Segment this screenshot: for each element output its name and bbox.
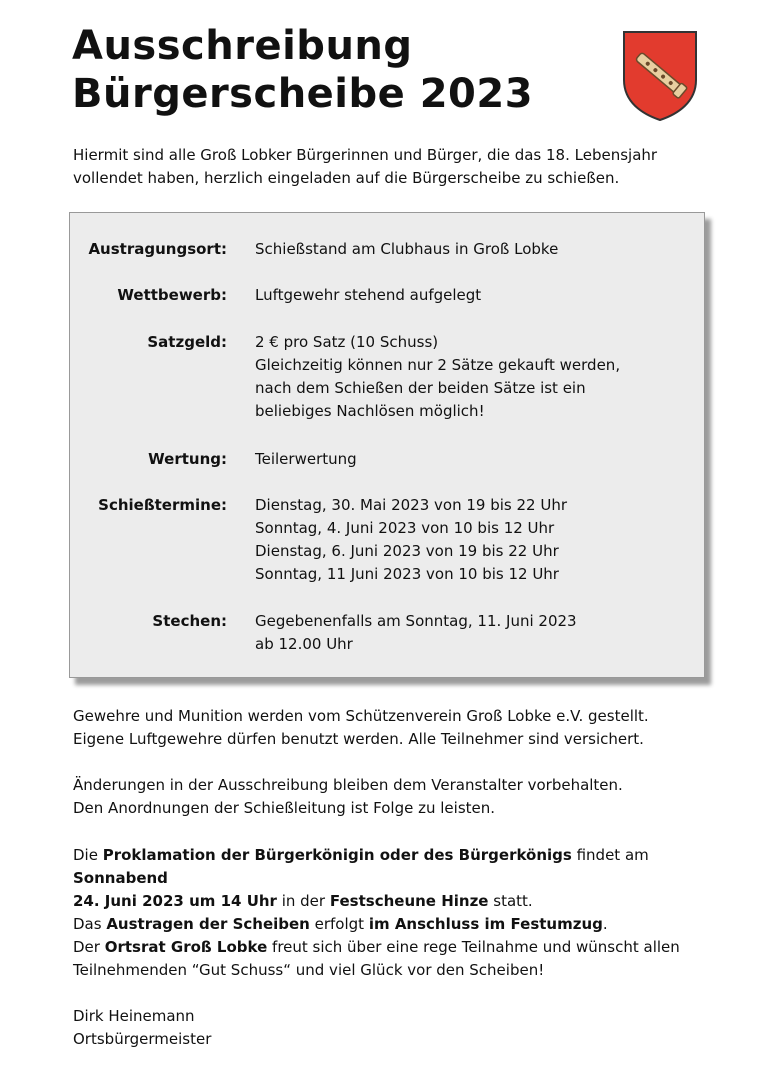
equipment-paragraph xyxy=(73,705,703,751)
detail-line: Sonntag, 11 Juni 2023 von 10 bis 12 Uhr xyxy=(255,565,559,583)
detail-label: Wettbewerb: xyxy=(117,286,227,304)
text: findet am xyxy=(571,846,649,864)
detail-label: Stechen: xyxy=(152,612,227,630)
changes-line-2: Den Anordnungen der Schießleitung ist Folge zu leisten. xyxy=(73,799,496,817)
detail-line: Gleichzeitig können nur 2 Sätze gekauft werden, xyxy=(255,356,621,374)
intro-line-1: Hiermit sind alle Groß Lobker Bürgerinnen und Bürger, die das 18. Lebensjahr xyxy=(73,146,658,164)
text: Der xyxy=(73,938,105,956)
intro-paragraph xyxy=(73,144,703,190)
detail-line: Teilerwertung xyxy=(255,450,357,468)
page-title xyxy=(72,22,533,118)
detail-line: Sonntag, 4. Juni 2023 von 10 bis 12 Uhr xyxy=(255,519,555,537)
detail-label: Wertung: xyxy=(148,450,227,468)
text: Die xyxy=(73,846,103,864)
closing-paragraph xyxy=(73,936,703,982)
detail-value xyxy=(255,610,577,656)
text: in der xyxy=(276,892,330,910)
detail-line: Luftgewehr stehend aufgelegt xyxy=(255,286,482,304)
detail-value xyxy=(255,284,481,307)
emphasis: 24. Juni 2023 um 14 Uhr xyxy=(73,892,277,910)
detail-line: 2 € pro Satz (10 Schuss) xyxy=(255,333,439,351)
emphasis: Festscheune Hinze xyxy=(329,892,489,910)
changes-paragraph xyxy=(73,774,703,820)
proclamation-paragraph xyxy=(73,844,703,936)
detail-line: ab 12.00 Uhr xyxy=(255,635,353,653)
title-line-2: Bürgerscheibe 2023 xyxy=(72,71,534,117)
text: statt. xyxy=(488,892,533,910)
text: freut sich über eine rege Teilnahme und wünscht allen xyxy=(267,938,680,956)
detail-value xyxy=(255,494,567,586)
changes-line-1: Änderungen in der Ausschreibung bleiben dem Veranstalter vorbehalten. xyxy=(73,776,623,794)
title-line-1: Ausschreibung xyxy=(72,23,413,69)
detail-line: Dienstag, 30. Mai 2023 von 19 bis 22 Uhr xyxy=(255,496,567,514)
equipment-line-2: Eigene Luftgewehre dürfen benutzt werden. Alle Teilnehmer sind versichert. xyxy=(73,730,644,748)
emphasis: Austragen der Scheiben xyxy=(106,915,310,933)
equipment-line-1: Gewehre und Munition werden vom Schützenverein Groß Lobke e.V. gestellt. xyxy=(73,707,649,725)
detail-value xyxy=(255,331,620,423)
details-box xyxy=(69,212,705,678)
detail-label: Schießtermine: xyxy=(98,496,227,514)
detail-label: Satzgeld: xyxy=(147,333,227,351)
detail-value xyxy=(255,238,558,261)
signature-role: Ortsbürgermeister xyxy=(73,1030,212,1048)
emphasis: im Anschluss im Festumzug xyxy=(368,915,603,933)
text: erfolgt xyxy=(309,915,369,933)
intro-line-2: vollendet haben, herzlich eingeladen auf die Bürgerscheibe zu schießen. xyxy=(73,169,620,187)
detail-value xyxy=(255,448,357,471)
emphasis: Sonnabend xyxy=(73,869,168,887)
text: . xyxy=(602,915,608,933)
detail-label: Austragungsort: xyxy=(88,240,227,258)
coat-of-arms-icon xyxy=(620,28,700,122)
text: Teilnehmenden “Gut Schuss“ und viel Glück vor den Scheiben! xyxy=(73,961,545,979)
text: Das xyxy=(73,915,107,933)
detail-line: Dienstag, 6. Juni 2023 von 19 bis 22 Uhr xyxy=(255,542,559,560)
detail-line: Gegebenenfalls am Sonntag, 11. Juni 2023 xyxy=(255,612,577,630)
emphasis: Proklamation der Bürgerkönigin oder des Bürgerkönigs xyxy=(102,846,572,864)
signature-name: Dirk Heinemann xyxy=(73,1007,195,1025)
detail-line: nach dem Schießen der beiden Sätze ist ein xyxy=(255,379,586,397)
detail-line: Schießstand am Clubhaus in Groß Lobke xyxy=(255,240,559,258)
emphasis: Ortsrat Groß Lobke xyxy=(104,938,268,956)
signature-block xyxy=(73,1005,211,1051)
detail-line: beliebiges Nachlösen möglich! xyxy=(255,402,485,420)
